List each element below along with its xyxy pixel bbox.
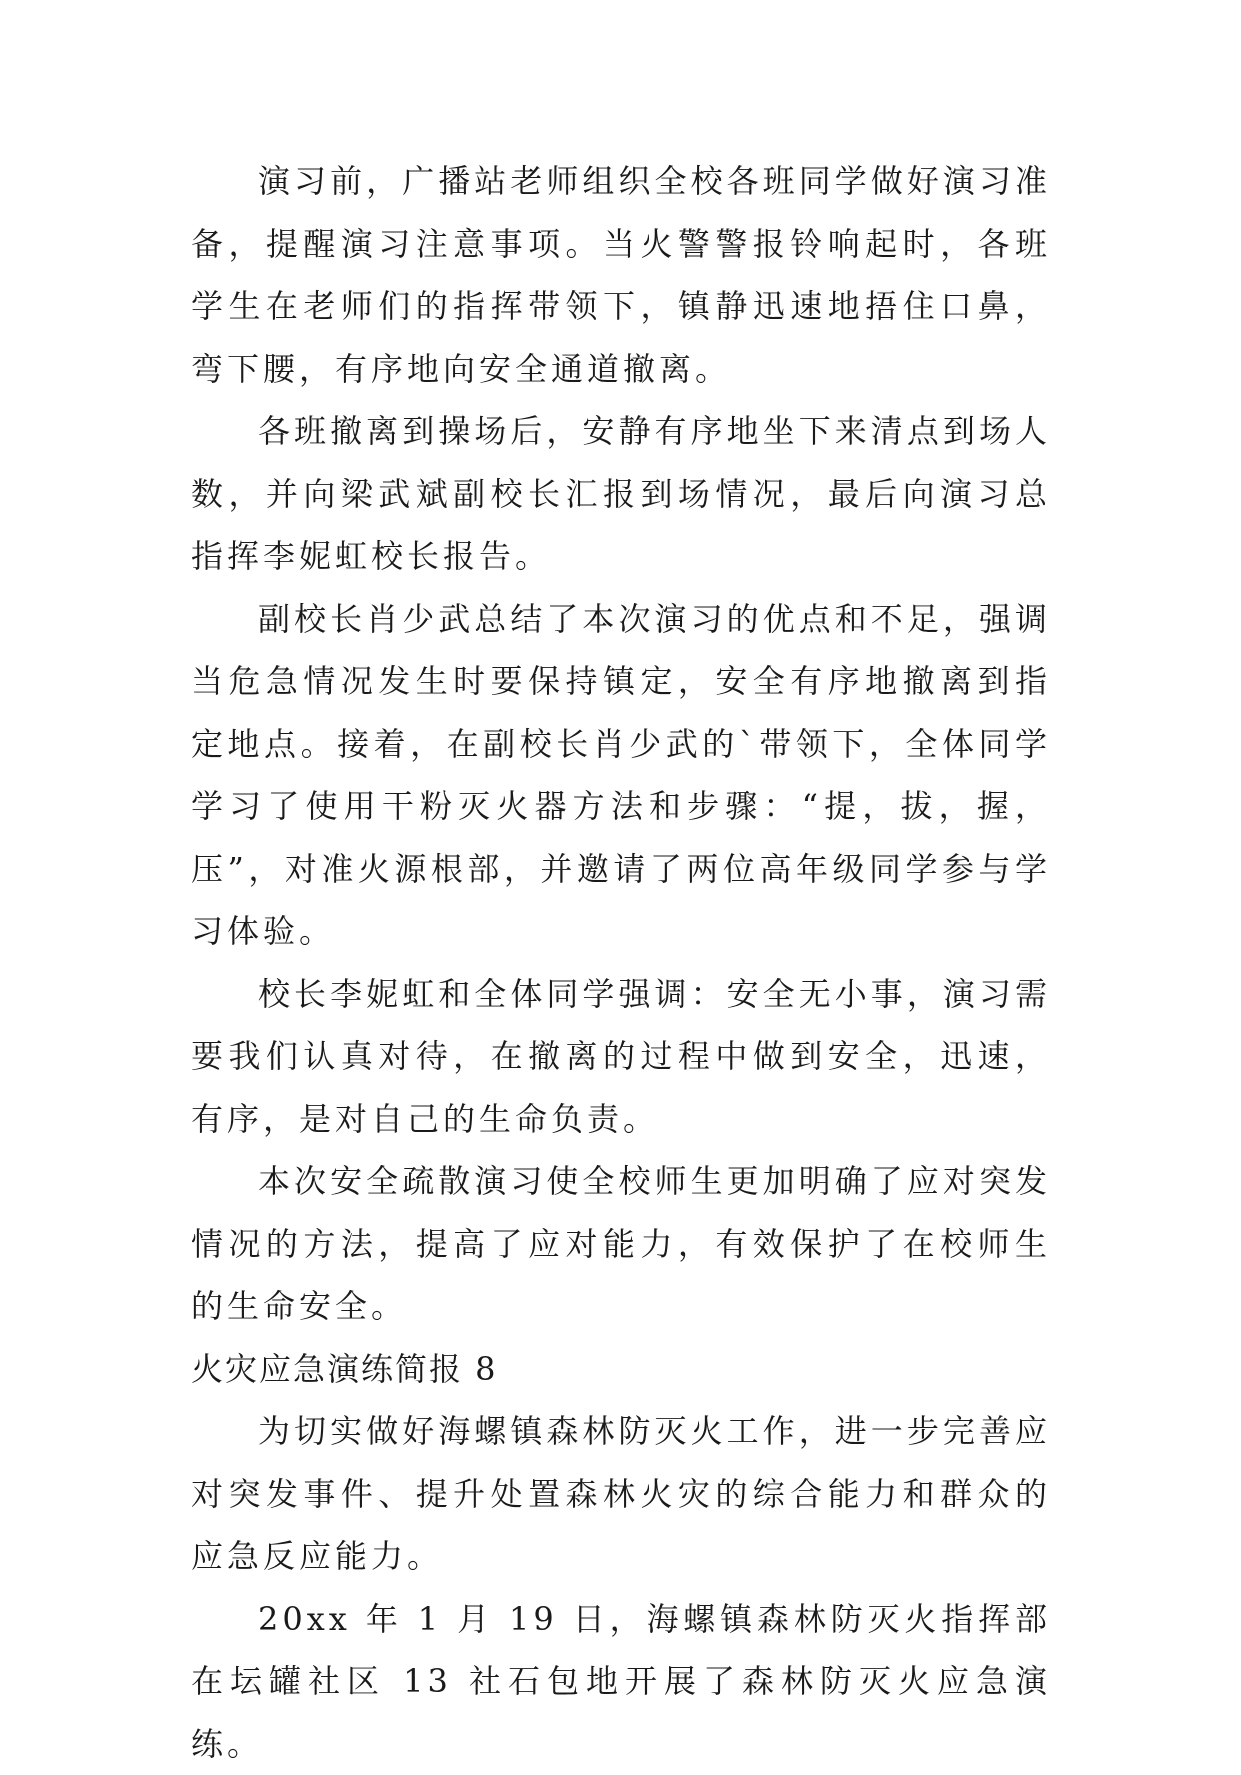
paragraph-forest-fire-date: 20xx 年 1 月 19 日，海螺镇森林防灭火指挥部在坛罐社区 13 社石包地开展了森林防灭火应急演练。 — [191, 1588, 1051, 1775]
section-heading: 火灾应急演练简报 8 — [191, 1338, 1051, 1401]
paragraph-summary-extinguisher: 副校长肖少武总结了本次演习的优点和不足，强调当危急情况发生时要保持镇定，安全有序地撤离到指定地点。接着，在副校长肖少武的`带领下，全体同学学习了使用干粉灭火器方法和步骤：“提，拔，握，压”，对准火源根部，并邀请了两位高年级同学参与学习体验。 — [191, 588, 1051, 963]
document-page — [191, 150, 1051, 1775]
paragraph-forest-fire-purpose: 为切实做好海螺镇森林防灭火工作，进一步完善应对突发事件、提升处置森林火灾的综合能力和群众的应急反应能力。 — [191, 1400, 1051, 1588]
paragraph-drill-preparation: 演习前，广播站老师组织全校各班同学做好演习准备，提醒演习注意事项。当火警警报铃响起时，各班学生在老师们的指挥带领下，镇静迅速地捂住口鼻，弯下腰，有序地向安全通道撤离。 — [191, 150, 1051, 400]
paragraph-assembly-report: 各班撤离到操场后，安静有序地坐下来清点到场人数，并向梁武斌副校长汇报到场情况，最后向演习总指挥李妮虹校长报告。 — [191, 400, 1051, 588]
paragraph-principal-emphasis: 校长李妮虹和全体同学强调：安全无小事，演习需要我们认真对待，在撤离的过程中做到安全，迅速，有序，是对自己的生命负责。 — [191, 963, 1051, 1151]
paragraph-conclusion: 本次安全疏散演习使全校师生更加明确了应对突发情况的方法，提高了应对能力，有效保护了在校师生的生命安全。 — [191, 1150, 1051, 1338]
